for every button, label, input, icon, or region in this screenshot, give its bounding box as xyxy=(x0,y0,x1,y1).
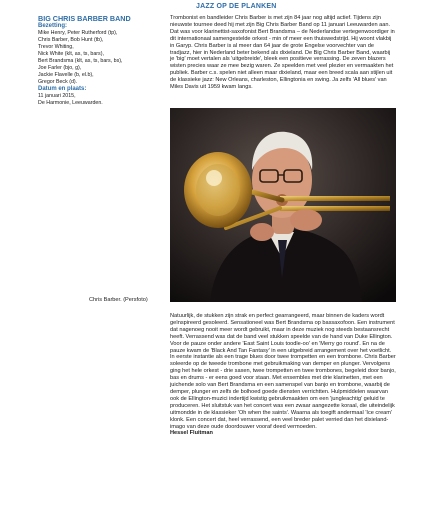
band-name: BIG CHRIS BARBER BAND xyxy=(38,14,131,23)
concert-info-sidebar xyxy=(38,4,158,107)
lineup-line: Joe Farler (bjo, g), xyxy=(38,65,82,71)
lineup-line: Trevor Whiting, xyxy=(38,44,74,50)
lineup-line: Bert Brandsma (klt, as, ts, bars, bs), xyxy=(38,58,123,64)
musician-photo xyxy=(170,108,396,302)
photo-caption: Chris Barber. (Persfoto) xyxy=(89,297,148,303)
body-paragraph: Natuurlijk, de stukken zijn strak en perfect gearrangeerd, maar binnen de kaders wordt geïnspireerd gesoleerd. Sensationeel was Bert Brandsma op bassaxofoon. Een instrument dat nagenoeg nooit meer wordt gebruikt, maar in deze muziek nog steeds bestaansrecht heeft. Verrassend was dat de band veel stukken speelde van de hand van Duke Ellington. Voor de pauze onder andere 'East Saint Louis toodle-oo' en 'Merry go round'. En na de pauze kwam de 'Black And Tan Fantasy' in een uitgebreid arrangement over het voetlicht. In eerste instantie als een trage blues door twee trompetten en een trombone. Chris Barber soleerde op de tweede trombone met gebruikmaking van demper en plunger. Vervolgens ging het hele orkest - drie saxen, twee trompetten en twee trombones, begeleid door banjo, bas en drums - er eens goed voor staan. Met ensembles met drie klarinetten, met een juichende solo van Bert Brandsma en een samenspel van banjo en trombone, waarbij de demper, plunger en zelfs de bolhoed goede diensten verrichtten. Hulpmiddelen waarvan ook de Ellington-muzici indertijd kwistig gebruikmaakten om een 'jungleachtig' geluid te produceren. Het sluitstuk van het concert was een zwaar aangezette koraal, die uiteindelijk uitmondde in de klassieker 'Oh when the saints'. Waarna als toegift andermaal 'Ice cream' klonk. Een concert dat, heel verrassend, een veel breder palet verried dan het dixieland-imago van deze oude doordouwer vooraf deed vermoeden. xyxy=(170,313,396,430)
article-body xyxy=(170,313,396,437)
lineup-line: Nick White (klt, as, ts, bars), xyxy=(38,51,104,57)
lineup-label: Bezetting: xyxy=(38,23,67,29)
lineup-line: Mike Henry, Peter Rutherford (tp), xyxy=(38,30,118,36)
section-title: JAZZ OP DE PLANKEN xyxy=(196,3,277,10)
intro-paragraph: Trombonist en bandleider Chris Barber is met zijn 84 jaar nog altijd actief. Tijdens zijn nieuwste tournee deed hij met zijn Big Chris Barber Band op 11 januari Leeuwarden aan. Dat was voor klarinettist-saxofonist Bert Brandsma – de Nederlandse vertegenwoordiger in dit internationaal samengestelde orkest - min of meer een thuiswedstrijd. Hij woont vlakbij in Garyp. Chris Barber is al meer dan 64 jaar de grote Engelse voorvechter van de tradjazz, hier in Nederland beter bekend als dixieland. De Big Chris Barber Band, waarbij je 'big' moet vertalen als 'uitgebreide', bleek een positieve verrassing. De zeven blazers wisten precies waar ze mee bezig waren. Ze speelden met veel plezier en vermaakten het publiek. Barber c.s. spelen niet alleen maar dixieland, maar een breed scala aan stijlen uit de klassieke jazz: New Orleans, charleston, Ellingtonia en swing. Ja zelfs 'All blues' van Miles Davis uit 1959 kwam langs. xyxy=(170,15,395,91)
date-place-label: Datum en plaats: xyxy=(38,86,87,92)
lineup-list xyxy=(38,30,158,86)
lineup-line: Gregor Beck (d). xyxy=(38,79,78,85)
article-intro xyxy=(170,15,396,91)
article-photo xyxy=(170,108,396,302)
lineup-line: Chris Barber, Bob Hunt (tb), xyxy=(38,37,104,43)
lineup-line: Jackie Flavelle (b, el.b), xyxy=(38,72,94,78)
concert-date: 11 januari 2015, xyxy=(38,93,76,99)
author-name: Hessel Fluitman xyxy=(170,430,213,437)
concert-place: De Harmonie, Leeuwarden. xyxy=(38,100,103,106)
